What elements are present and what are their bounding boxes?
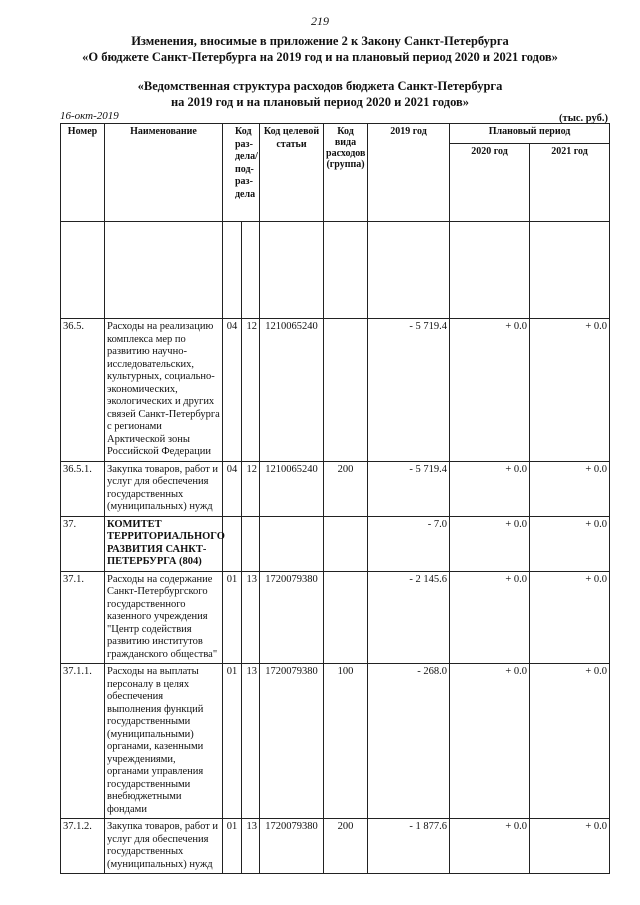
title-line-1: Изменения, вносимые в приложение 2 к Закону Санкт-Петербурга	[131, 34, 509, 48]
col-2020-header: 2020 год	[450, 144, 530, 222]
page-number: 219	[311, 14, 329, 28]
appendix-title-line-2: на 2019 год и на плановый период 2020 и 2021 годов»	[170, 95, 470, 109]
row-amount-2020: + 0.0	[450, 516, 530, 571]
row-razdel	[223, 516, 242, 571]
row-name: Закупка товаров, работ и услуг для обеспечения государственных (муниципальных) нужд	[105, 819, 223, 874]
table-row	[61, 819, 610, 874]
title-line-2: «О бюджете Санкт-Петербурга на 2019 год и на плановый период 2020 и 2021 годов»	[82, 50, 558, 64]
row-name: КОМИТЕТ ТЕРРИТОРИАЛЬНОГО РАЗВИТИЯ САНКТ-ПЕТЕРБУРГА (804)	[105, 516, 223, 571]
row-amount-2019: - 7.0	[368, 516, 450, 571]
row-amount-2019: - 2 145.6	[368, 571, 450, 664]
row-vid-code	[324, 516, 368, 571]
row-amount-2021: + 0.0	[530, 664, 610, 819]
row-name: Расходы на выплаты персоналу в целях обеспечения выполнения функций государственными (муниципальными) органами, казенными учреждениями, органами управления государственными внебюджетными фондами	[105, 664, 223, 819]
budget-table	[60, 123, 610, 874]
row-name: Расходы на содержание Санкт-Петербургского государственного казенного учреждения "Центр содействия развитию институтов гражданского общества"	[105, 571, 223, 664]
row-amount-2021: + 0.0	[530, 516, 610, 571]
row-target-code: 1720079380	[260, 664, 324, 819]
col-planned-header: Плановый период	[450, 124, 610, 144]
row-number: 36.5.	[61, 319, 105, 462]
row-number: 37.1.	[61, 571, 105, 664]
row-vid-code: 200	[324, 819, 368, 874]
row-target-code: 1720079380	[260, 819, 324, 874]
row-amount-2019: - 5 719.4	[368, 319, 450, 462]
row-razdel: 01	[223, 819, 242, 874]
row-amount-2020: + 0.0	[450, 319, 530, 462]
col-2019-header: 2019 год	[368, 124, 450, 222]
row-name: Расходы на реализацию комплекса мер по развитию научно-исследовательских, культурных, социально-экономических, экологических и других связей Санкт-Петербурга с регионами Арктической зоны Российской Федерации	[105, 319, 223, 462]
row-podrazdel: 12	[242, 319, 260, 462]
appendix-title-line-1: «Ведомственная структура расходов бюджета Санкт-Петербурга	[137, 79, 503, 93]
row-amount-2021: + 0.0	[530, 819, 610, 874]
table-row	[61, 461, 610, 516]
table-row	[61, 664, 610, 819]
col-razdel-header: Код раз- дела/ под- раз- дела	[223, 124, 260, 222]
col-name-header: Наименование	[105, 124, 223, 222]
document-title	[0, 33, 640, 65]
row-razdel: 04	[223, 461, 242, 516]
table-row	[61, 319, 610, 462]
row-vid-code	[324, 571, 368, 664]
document-date: 16-окт-2019	[60, 110, 119, 122]
row-razdel: 01	[223, 664, 242, 819]
row-target-code: 1210065240	[260, 319, 324, 462]
row-number: 37.1.2.	[61, 819, 105, 874]
row-target-code	[260, 516, 324, 571]
row-number: 37.1.1.	[61, 664, 105, 819]
row-vid-code: 200	[324, 461, 368, 516]
row-number: 37.	[61, 516, 105, 571]
row-vid-code: 100	[324, 664, 368, 819]
col-number-header: Номер	[61, 124, 105, 222]
row-razdel: 04	[223, 319, 242, 462]
col-vid-header: Код вида расходов (группа)	[324, 124, 368, 222]
row-amount-2019: - 5 719.4	[368, 461, 450, 516]
row-target-code: 1210065240	[260, 461, 324, 516]
row-name: Закупка товаров, работ и услуг для обеспечения государственных (муниципальных) нужд	[105, 461, 223, 516]
row-amount-2020: + 0.0	[450, 664, 530, 819]
units-label: (тыс. руб.)	[559, 113, 608, 124]
row-podrazdel: 13	[242, 571, 260, 664]
blank-row	[61, 222, 610, 319]
row-vid-code	[324, 319, 368, 462]
row-amount-2019: - 1 877.6	[368, 819, 450, 874]
table-row	[61, 571, 610, 664]
row-razdel: 01	[223, 571, 242, 664]
col-target-header: Код целевой статьи	[260, 124, 324, 222]
row-podrazdel: 12	[242, 461, 260, 516]
row-amount-2020: + 0.0	[450, 461, 530, 516]
row-podrazdel: 13	[242, 664, 260, 819]
row-amount-2020: + 0.0	[450, 571, 530, 664]
col-2021-header: 2021 год	[530, 144, 610, 222]
row-amount-2021: + 0.0	[530, 319, 610, 462]
row-podrazdel: 13	[242, 819, 260, 874]
row-amount-2021: + 0.0	[530, 571, 610, 664]
row-amount-2019: - 268.0	[368, 664, 450, 819]
row-podrazdel	[242, 516, 260, 571]
row-amount-2021: + 0.0	[530, 461, 610, 516]
row-amount-2020: + 0.0	[450, 819, 530, 874]
appendix-title	[0, 78, 640, 110]
row-number: 36.5.1.	[61, 461, 105, 516]
row-target-code: 1720079380	[260, 571, 324, 664]
table-row	[61, 516, 610, 571]
